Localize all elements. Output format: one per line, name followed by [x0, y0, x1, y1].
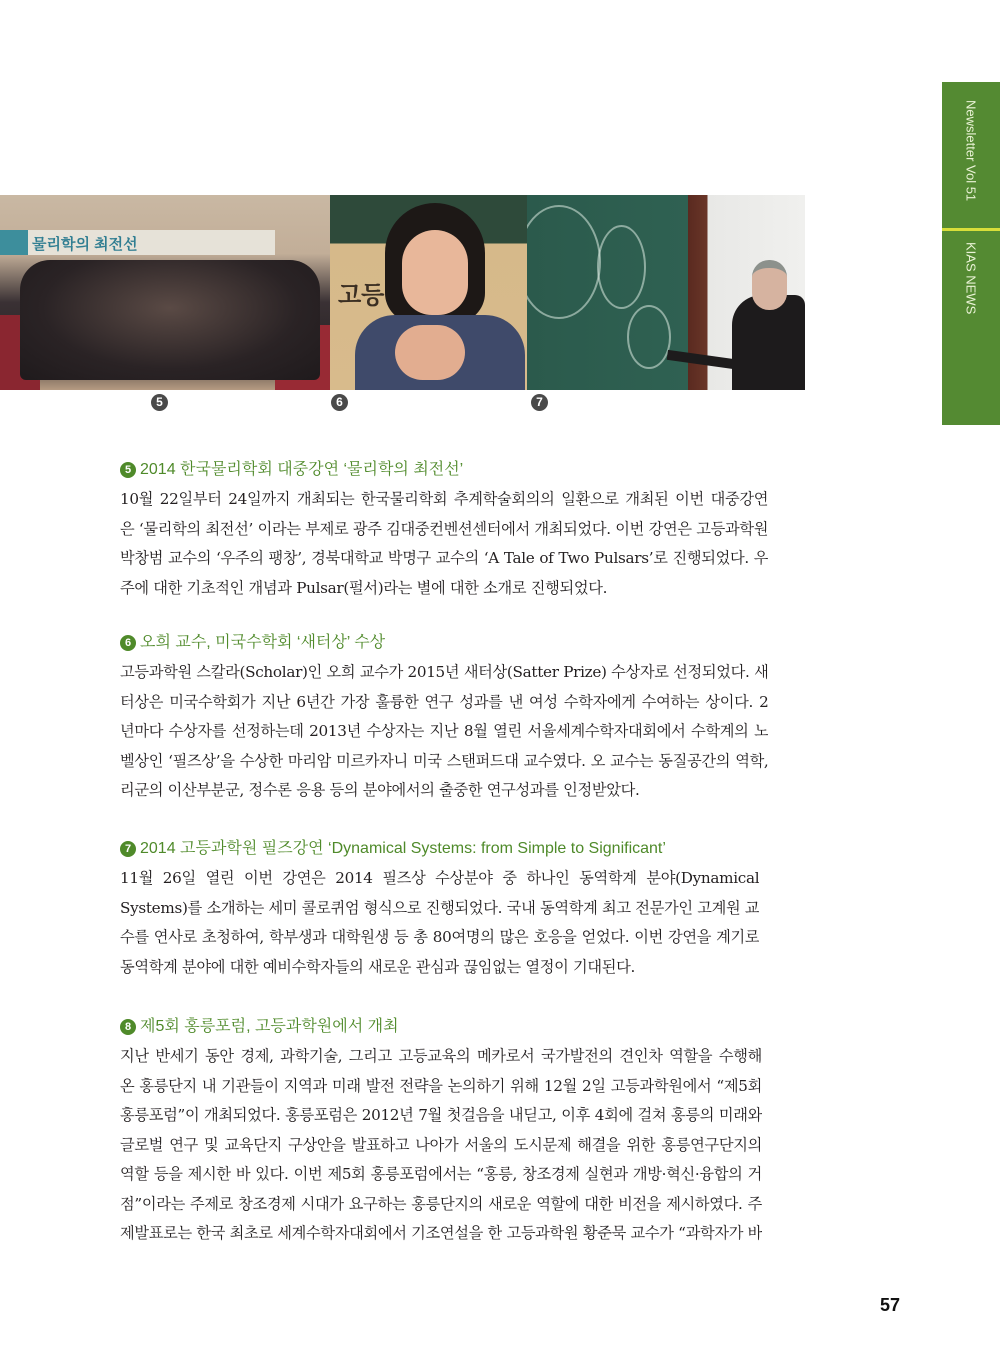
text-line: 년마다 수상자를 선정하는데 2013년 수상자는 지난 8월 열린 서울세계수학자대회에서 수학계의 노: [120, 722, 769, 740]
lecturer-arm: [667, 350, 743, 370]
text-line: 리군의 이산부분군, 정수론 응용 등의 분야에서의 출중한 연구성과를 인정받았다.: [120, 781, 640, 799]
text-line: 고등과학원 스칼라(Scholar)인 오희 교수가 2015년 새터상(Satter Prize) 수상자로 선정되었다. 새: [120, 663, 769, 681]
photo-markers: [0, 394, 805, 414]
text-line: 지난 반세기 동안 경제, 과학기술, 그리고 고등교육의 메카로서 국가발전의 견인차 역할을 수행해: [120, 1047, 762, 1065]
student-crowd: [20, 260, 320, 380]
news-item: [120, 628, 768, 806]
text-line: 온 홍릉단지 내 기관들이 지역과 미래 발전 전략을 논의하기 위해 12월 2일 고등과학원에서 “제5회: [120, 1076, 762, 1095]
page-number: 57: [880, 1295, 901, 1315]
photo-marker: 6: [331, 394, 348, 411]
news-item: [120, 834, 759, 982]
text-line: 10월 22일부터 24일까지 개최되는 한국물리학회 추계학술회의의 일환으로 개최된 이번 대중강연: [120, 490, 769, 508]
text-line: 은 ‘물리학의 최전선’ 이라는 부제로 광주 김대중컨벤션센터에서 개최되었다. 이번 강연은 고등과학원: [120, 519, 769, 538]
text-line: 점”이라는 주제로 창조경제 시대가 요구하는 홍릉단지의 새로운 역할에 대한 비전을 제시하였다. 주: [120, 1194, 762, 1213]
banner-accent: [0, 230, 28, 255]
item-number-badge: 7: [120, 841, 136, 857]
text-line: 제발표로는 한국 최초로 세계수학자대회에서 기조연설을 한 고등과학원 황준묵 교수가 “과학자가 바: [120, 1224, 762, 1242]
side-tab: [942, 82, 1000, 425]
lecture-banner: [0, 230, 275, 255]
text-line: 역할 등을 제시한 바 있다. 이번 제5회 홍릉포럼에서는 “홍릉, 창조경제 실현과 개방·혁신·융합의 거: [120, 1165, 762, 1183]
news-item-heading: [120, 834, 759, 864]
institute-sign: 고등: [338, 282, 385, 309]
news-item-text: [120, 658, 768, 806]
text-line: 동역학계 분야에 대한 예비수학자들의 새로운 관심과 끊임없는 열정이 기대된다.: [120, 957, 635, 976]
text-line: 글로벌 연구 및 교육단지 구상안을 발표하고 나아가 서울의 도시문제 해결을 위한 홍릉연구단지의: [120, 1135, 762, 1154]
text-line: 11월 26일 열린 이번 강연은 2014 필즈상 수상분야 중 하나인 동역학계 분야(Dynamical: [120, 869, 760, 887]
photo-professor-portrait: [330, 195, 527, 390]
news-item-text: [120, 864, 759, 982]
photo-public-lecture-group: [0, 195, 330, 390]
lecturer-head: [752, 260, 787, 310]
news-item-heading: [120, 1012, 762, 1042]
newsletter-volume-label: Newsletter Vol 51: [963, 100, 979, 202]
photo-marker: 7: [531, 394, 548, 411]
photo-marker: 5: [151, 394, 168, 411]
news-item: [120, 455, 768, 603]
text-line: 벨상인 ‘필즈상’을 수상한 마리암 미르카자니 미국 스탠퍼드대 교수였다. 오 교수는 동질공간의 역학,: [120, 751, 769, 770]
news-item-title: 오희 교수, 미국수학회 ‘새터상’ 수상: [140, 634, 386, 651]
sidebar-divider: [942, 228, 1000, 231]
item-number-badge: 8: [120, 1019, 136, 1035]
text-line: 주에 대한 기초적인 개념과 Pulsar(펄서)라는 별에 대한 소개로 진행되었다.: [120, 578, 608, 597]
section-label: KIAS NEWS: [963, 242, 979, 315]
portrait-face: [402, 230, 468, 315]
chalk-drawing: [527, 205, 601, 319]
text-line: 수를 연사로 초청하여, 학부생과 대학원생 등 총 80여명의 많은 호응을 얻었다. 이번 강연을 계기로: [120, 928, 760, 946]
photo-strip: [0, 195, 805, 390]
news-item-title: 2014 고등과학원 필즈강연 ‘Dynamical Systems: from Simple to Significant’: [140, 840, 666, 857]
item-number-badge: 6: [120, 635, 136, 651]
portrait-hands: [395, 325, 465, 380]
news-item-heading: [120, 455, 768, 485]
item-number-badge: 5: [120, 462, 136, 478]
news-item-text: [120, 485, 768, 603]
news-item-title: 2014 한국물리학회 대중강연 ‘물리학의 최전선’: [140, 461, 464, 478]
text-line: 홍릉포럼”이 개최되었다. 홍릉포럼은 2012년 7월 첫걸음을 내딛고, 이후 4회에 걸쳐 홍릉의 미래와: [120, 1106, 762, 1124]
text-line: 박창범 교수의 ‘우주의 팽창’, 경북대학교 박명구 교수의 ‘A Tale of Two Pulsars’로 진행되었다. 우: [120, 549, 769, 567]
text-line: 터상은 미국수학회가 지난 6년간 가장 훌륭한 연구 성과를 낸 여성 수학자에게 수여하는 상이다. 2: [120, 692, 769, 711]
news-item-title: 제5회 홍릉포럼, 고등과학원에서 개최: [140, 1018, 399, 1035]
chalk-drawing: [597, 225, 646, 309]
news-item-text: [120, 1042, 762, 1249]
news-item-heading: [120, 628, 768, 658]
news-item: [120, 1012, 762, 1249]
chalk-drawing: [627, 305, 671, 369]
banner-text: 물리학의 최전선: [32, 236, 138, 253]
photo-chalkboard-lecture: [527, 195, 805, 390]
text-line: Systems)를 소개하는 세미 콜로퀴엄 형식으로 진행되었다. 국내 동역학계 최고 전문가인 고계원 교: [120, 898, 760, 917]
